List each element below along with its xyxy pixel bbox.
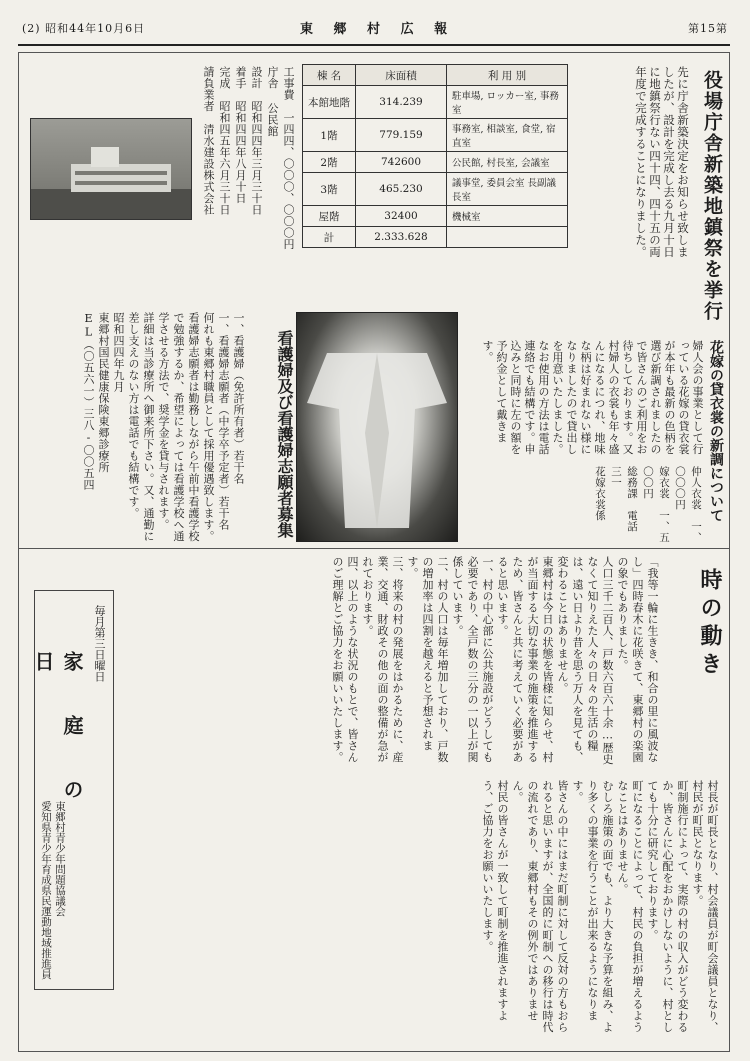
family-day-box — [31, 590, 114, 990]
cost-line: 完成 昭和四五年六月三十日 — [218, 66, 231, 216]
table-row — [303, 86, 568, 119]
nurse-line: 詳細は当診療所へ御来所下さい。又、通勤に差し支えのない方は電話でも結構です。 — [127, 312, 155, 542]
header-rule — [18, 44, 730, 46]
table-row — [303, 173, 568, 206]
paper-name: 東 郷 村 広 報 — [300, 22, 456, 37]
table-cell: 本館地階 — [303, 86, 356, 119]
fee-line: 嫁衣裳 一、五〇〇円 — [642, 466, 670, 543]
floor-area-table-wrap — [302, 64, 568, 248]
table-cell: 314.239 — [356, 86, 447, 119]
cost-list — [200, 66, 296, 301]
table-cell — [447, 227, 568, 248]
table-cell: 742600 — [356, 152, 447, 173]
table-row — [303, 206, 568, 227]
nurse-line: 看護婦志願者は勤務しながら午前中看護学校で勉強するか、希望によっては看護学校へ通学させる方法で、奨学金を貸与されます。 — [157, 312, 200, 542]
nurse-line: 一、看護婦志願者（中学卒予定者）若干名 — [217, 312, 230, 531]
times-para: 東郷村は今日の状態を皆様に知らせ、村が当面する大切な事業の施策を推進するため、皆さんと共に考えていく必要があると思います。 — [496, 556, 554, 763]
table-cell: 機械室 — [447, 206, 568, 227]
kimono-body-2: なお使用の方法は電話連絡でも結構です。申込みと同時に左の額を予約金として戴きます。 — [481, 340, 550, 455]
family-day-org1: 東郷村青少年問題協議会 — [54, 801, 66, 917]
times-para: 二、村の人口は毎年増加しており、戸数の増加率は四割を越えると予想されます。 — [406, 556, 449, 763]
table-row — [303, 119, 568, 152]
table-cell: 計 — [303, 227, 356, 248]
family-day-schedule: 毎月第三日曜日 — [93, 605, 106, 682]
times-para: 「我等一輪に生きき、和合の里に風波なし」四時春木に花咲きて、東郷村の楽園の象でもありました。 — [616, 556, 659, 763]
table-row — [303, 152, 568, 173]
issue-number: 第15第 — [688, 22, 728, 35]
building-icon — [31, 119, 191, 219]
building-photo — [30, 118, 192, 220]
table-cell: 3階 — [303, 173, 356, 206]
table-cell: 駐車場, ロッカー室, 事務室 — [447, 86, 568, 119]
table-header-cell: 床面積 — [356, 65, 447, 86]
fee-line: 花嫁衣裳係 — [594, 466, 606, 521]
times-para: 町制施行によって、実際の村の収入がどう変わるか、皆さんに心配をおかけしないように、村としても十分に研究しております。 — [646, 780, 689, 1033]
times-body — [130, 556, 660, 766]
kimono-headline: 花嫁の貸衣裳の新調について — [708, 340, 724, 522]
kimono-photo — [296, 312, 458, 542]
cost-line: 庁舎 公民館 — [266, 66, 279, 137]
family-day-org2: 愛知県青少年育成県民運動地域推進員 — [40, 801, 52, 980]
table-cell: 事務室, 相談室, 食堂, 宿直室 — [447, 119, 568, 152]
times-para: 町になることによって、村民の負担が増えるようなことはありません。 — [616, 780, 644, 1033]
cost-line: 工事費 一四四、〇〇〇、〇〇〇円 — [282, 66, 295, 250]
cost-line: 着手 昭和四四年八月十日 — [234, 66, 247, 204]
table-cell: 公民館, 村長室, 会議室 — [447, 152, 568, 173]
times-para: 皆さんの中にはまだ町制に対して反対の方もおられると思いますが、全国的に町制への移行は時代の流れであり、東郷村もその例外ではありません。 — [511, 780, 569, 1033]
nurse-body — [26, 312, 246, 544]
times-para: 一、村の中心部に公共施設がどうしても必要であり、全戸数の三分の一以上が関係しています。 — [451, 556, 494, 763]
office-headline: 役場庁舎新築地鎮祭を挙行 — [701, 70, 723, 322]
floor-area-table — [302, 64, 568, 248]
fee-line: 総務課 電話 三一 — [610, 466, 638, 543]
family-day-title: 家 庭 の 日 — [31, 651, 84, 809]
times-para: 三、将来の村の発展をはかるために、産業、交通、財政その他の面の整備が急がれております。 — [361, 556, 404, 763]
nurse-line: 一、看護婦（免許所有者）若干名 — [232, 312, 245, 485]
fee-line: 仲人衣裳 一、〇〇〇円 — [674, 466, 702, 543]
nurse-line: 東郷村国民健康保険東郷診療所 — [97, 312, 110, 473]
cost-line: 請負業者 清水建設株式会社 — [202, 66, 215, 216]
times-para: 四、以上のような状況のもとで、皆さんのご理解とご協力をお願いいたします。 — [331, 556, 359, 763]
times-para: むしろ施策の面でも、より大きな予算を組み、より多くの事業を行うことが出来るようになります。 — [571, 780, 614, 1033]
table-cell: 1階 — [303, 119, 356, 152]
issue-date: (2) 昭和44年10月6日 — [22, 22, 146, 35]
times-para: 村民の皆さんが一致して町制を推進されますよう、ご協力をお願いいたします。 — [481, 780, 509, 1022]
table-header-cell: 棟 名 — [303, 65, 356, 86]
table-cell: 779.159 — [356, 119, 447, 152]
times-headline: 時の動き — [697, 568, 723, 680]
table-cell: 屋階 — [303, 206, 356, 227]
table-cell: 2階 — [303, 152, 356, 173]
office-body-1: 先に庁舎新築決定をお知らせ致しましたが、設計を完成し去る九月十日に地鎮祭行ない四十四、四十五の両年度で完成することになりました。 — [634, 66, 690, 258]
nurse-line: 昭和四四年九月 — [112, 312, 125, 393]
table-cell: 議事堂, 委員会室 長副議長室 — [447, 173, 568, 206]
nurse-line: EL（〇五六一）三八-〇〇五四 — [82, 312, 95, 491]
table-header-cell: 利 用 別 — [447, 65, 568, 86]
table-row — [303, 227, 568, 248]
table-cell: 465.230 — [356, 173, 447, 206]
section-divider — [18, 548, 730, 549]
nurse-line: 何れも東郷村職員として採用優遇致します。 — [202, 312, 215, 542]
kimono-icon — [297, 313, 457, 541]
table-cell: 2.333.628 — [356, 227, 447, 248]
times-body-2 — [130, 780, 720, 1042]
cost-line: 設計 昭和四四年三月三十日 — [250, 66, 263, 216]
times-para: 村長が町長となり、村会議員が町会議員となり、村民が町民となります。 — [691, 780, 719, 1033]
nurse-headline: 看護婦及び看護婦志願者募集 — [275, 330, 294, 538]
table-cell: 32400 — [356, 206, 447, 227]
kimono-fees — [514, 466, 704, 546]
times-para: 人口三千二百人、戸数六百六十余…歴史なくて知りえた人々の日々の生活の糧は、遠い日より昔を思う万人を見ても、変わることはありません。 — [556, 556, 614, 765]
kimono-body-1: 婦人会の事業として行っている花嫁の貸衣裳が本年も最新の色柄を選び新調されましたので皆さんのご利用をお待ちしております。又村婦人の衣裳も年々盛んになるにつれ、地味な柄は好まれない様になりましたので貸出しを用意いたしました。 — [551, 340, 704, 455]
table-header-row — [303, 65, 568, 86]
